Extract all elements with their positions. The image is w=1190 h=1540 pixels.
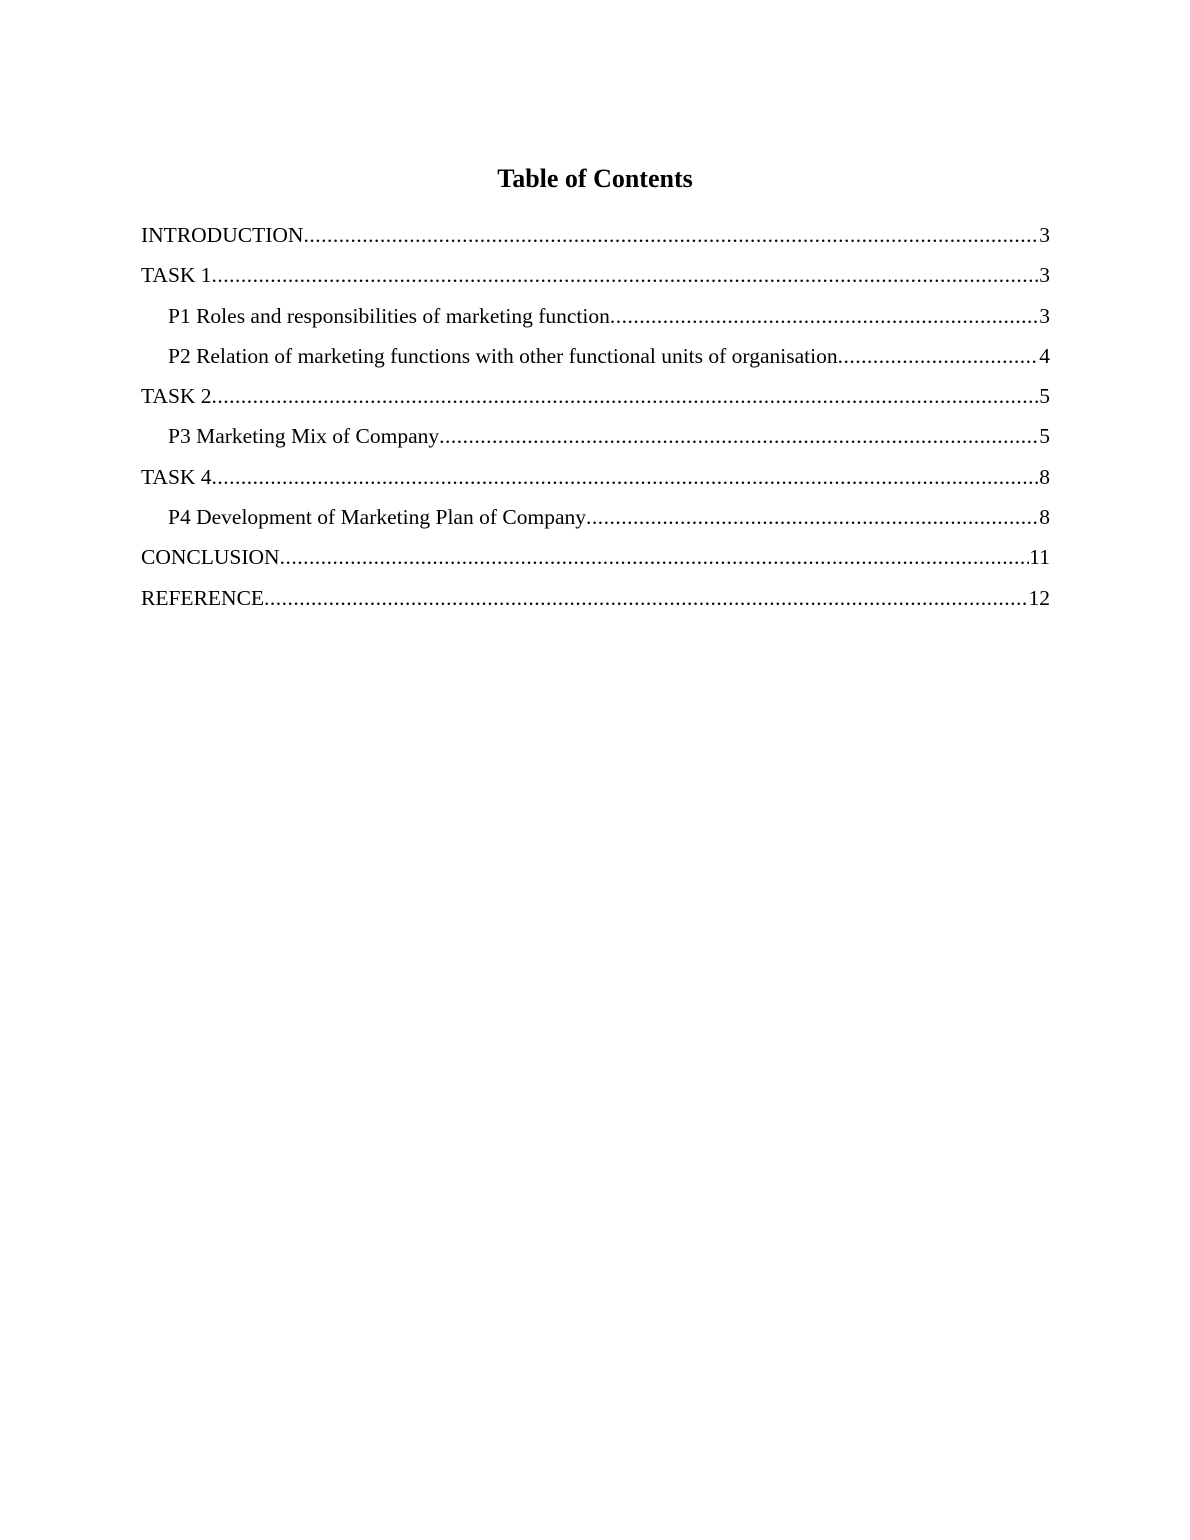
- toc-entry-page-number: 3: [1039, 223, 1050, 247]
- dot-leader: [838, 341, 1040, 371]
- toc-entry-label: TASK 1: [141, 263, 212, 288]
- dot-leader: [212, 260, 1040, 290]
- toc-entry-label: TASK 2: [141, 384, 212, 409]
- dot-leader: [212, 462, 1040, 492]
- toc-list: [141, 220, 1050, 623]
- toc-entry-page-number: 12: [1028, 585, 1050, 610]
- toc-entry-page-number: 11: [1029, 545, 1050, 570]
- toc-entry-label: INTRODUCTION: [141, 223, 304, 247]
- toc-entry-page-number: 4: [1039, 343, 1050, 368]
- dot-leader: [586, 502, 1039, 532]
- toc-entry-p4[interactable]: [141, 502, 1050, 542]
- dot-leader: [303, 220, 1039, 250]
- dot-leader: [264, 583, 1028, 613]
- toc-entry-p3[interactable]: [141, 421, 1050, 461]
- toc-entry-page-number: 5: [1039, 424, 1050, 449]
- toc-entry-label: P3 Marketing Mix of Company: [168, 424, 440, 449]
- toc-title: Table of Contents: [497, 164, 693, 193]
- toc-entry-page-number: 3: [1039, 303, 1050, 328]
- dot-leader: [610, 301, 1039, 331]
- toc-entry-label: P4 Development of Marketing Plan of Company: [168, 505, 586, 530]
- toc-entry-label: REFERENCE: [141, 585, 265, 610]
- toc-entry-p2[interactable]: [141, 341, 1050, 381]
- toc-entry-task-2[interactable]: [141, 381, 1050, 421]
- toc-entry-introduction[interactable]: [141, 220, 1050, 260]
- dot-leader: [212, 381, 1040, 411]
- toc-entry-p1[interactable]: [141, 301, 1050, 341]
- dot-leader: [439, 421, 1039, 451]
- toc-entry-label: P1 Roles and responsibilities of marketing function: [168, 303, 610, 328]
- toc-entry-conclusion[interactable]: [141, 542, 1050, 582]
- toc-entry-page-number: 8: [1039, 464, 1050, 489]
- toc-entry-page-number: 8: [1039, 505, 1050, 530]
- toc-entry-page-number: 3: [1039, 263, 1050, 288]
- dot-leader: [280, 542, 1030, 572]
- toc-entry-label: CONCLUSION: [141, 545, 280, 570]
- toc-entry-label: P2 Relation of marketing functions with other functional units of organisation: [168, 343, 838, 368]
- toc-entry-page-number: 5: [1039, 384, 1050, 409]
- toc-entry-task-4[interactable]: [141, 462, 1050, 502]
- toc-entry-task-1[interactable]: [141, 260, 1050, 300]
- toc-entry-reference[interactable]: [141, 583, 1050, 623]
- toc-entry-label: TASK 4: [141, 464, 212, 489]
